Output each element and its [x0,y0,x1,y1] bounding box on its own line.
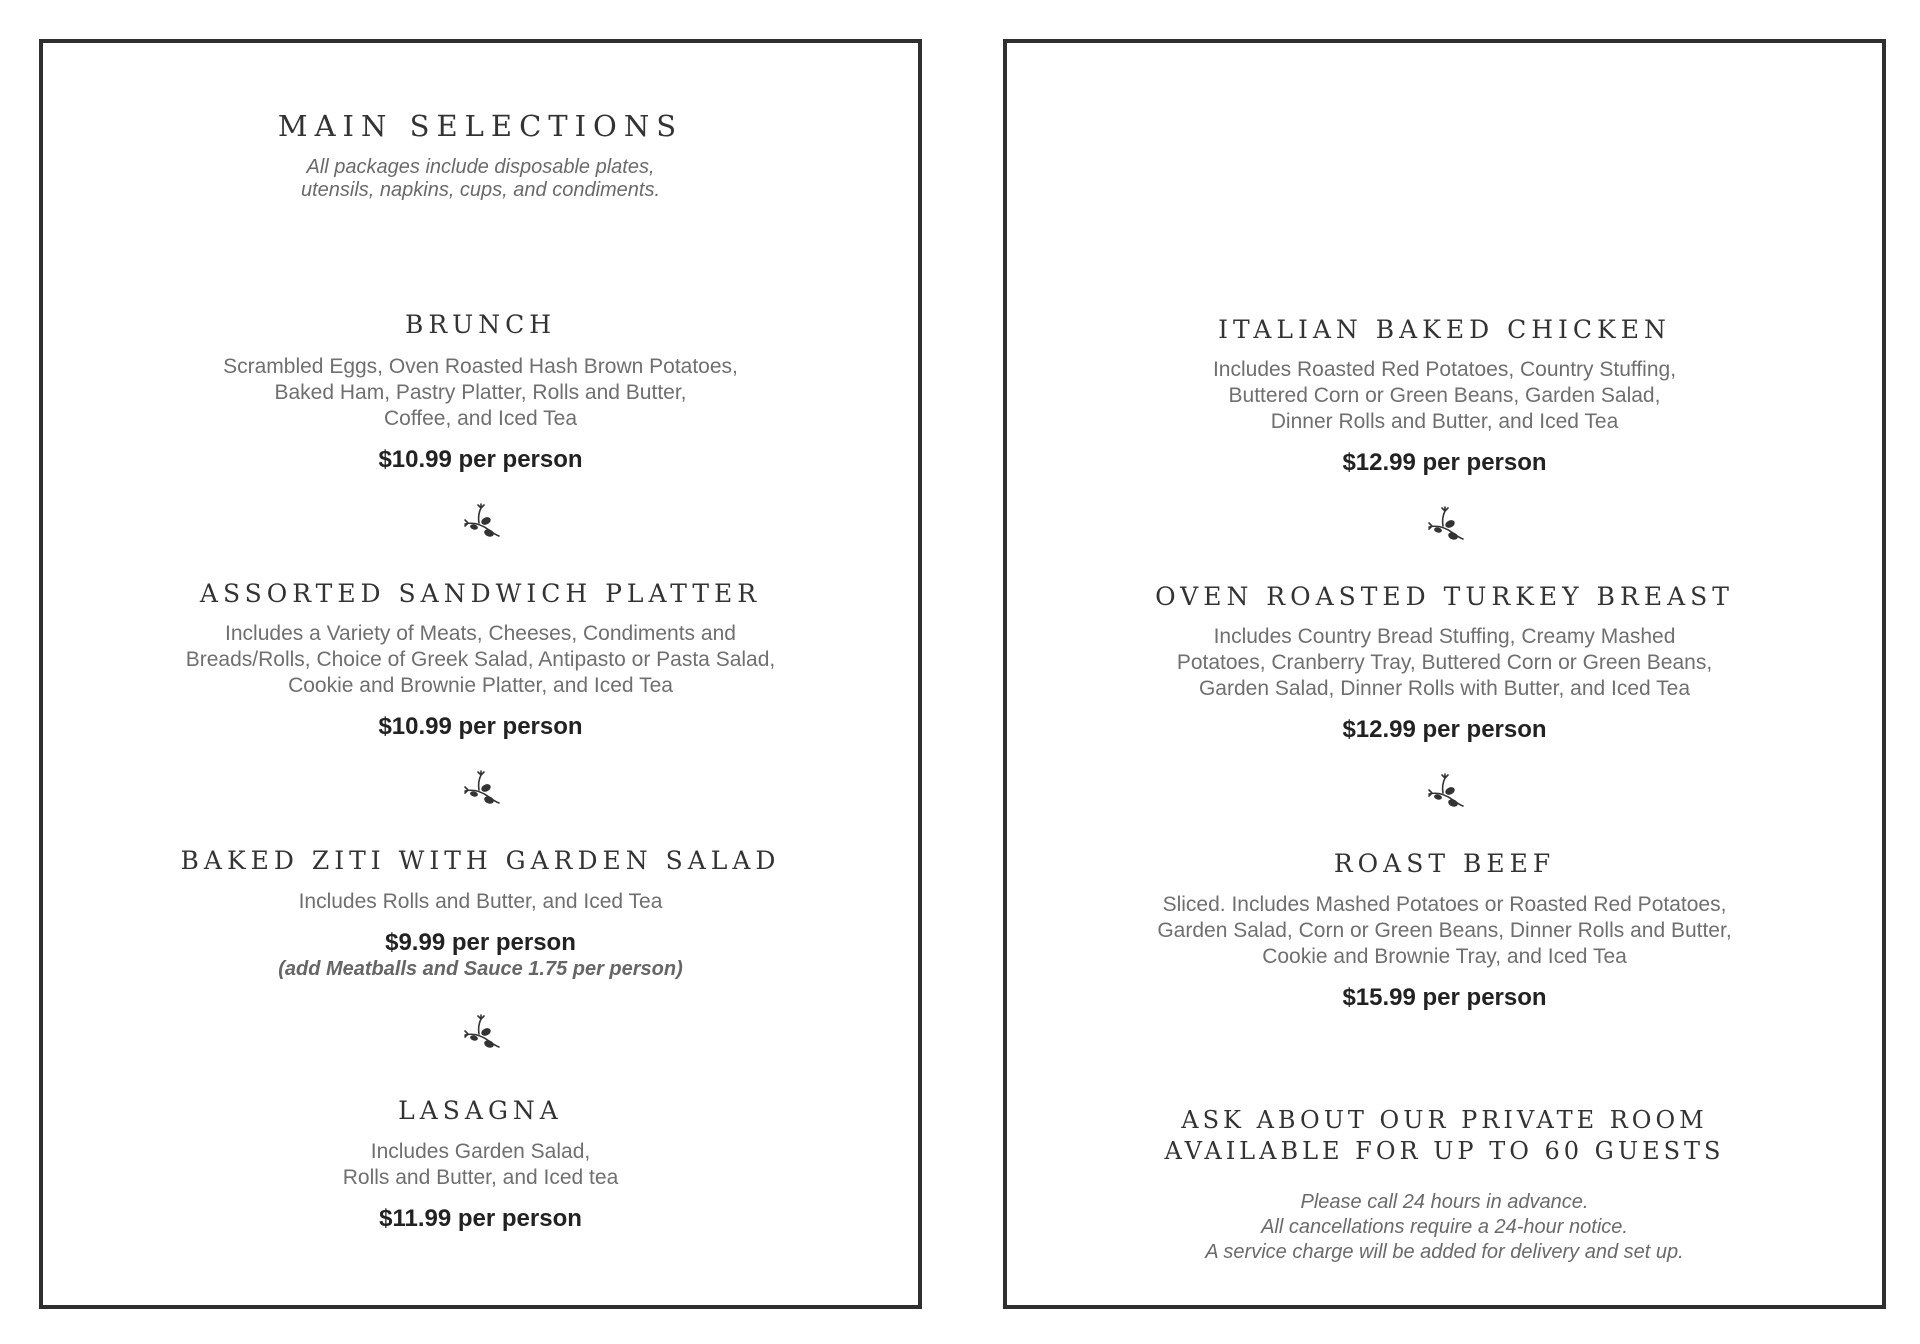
private-room-line: ASK ABOUT OUR PRIVATE ROOM [1181,1106,1708,1134]
item-price-turkey-breast: $12.99 per person [1342,716,1547,743]
policy-notes [1007,1190,1882,1265]
item-description-italian-baked-chicken [1007,357,1882,435]
floral-sprig-icon [1423,503,1467,547]
item-title-roast-beef: ROAST BEEF [1333,849,1556,878]
item-description-brunch [43,354,918,432]
item-price-lasagna: $11.99 per person [379,1205,582,1232]
item-price-roast-beef: $15.99 per person [1342,984,1547,1011]
item-title-lasagna: LASAGNA [398,1096,563,1125]
description-line: Baked Ham, Pastry Platter, Rolls and Butter, [274,381,687,404]
floral-sprig-icon [1423,770,1467,814]
item-price-brunch: $10.99 per person [378,446,583,473]
page-title: MAIN SELECTIONS [277,109,684,143]
description-line: Potatoes, Cranberry Tray, Buttered Corn or Green Beans, [1176,651,1713,674]
description-line: Buttered Corn or Green Beans, Garden Salad, [1228,384,1661,407]
menu-panel-left [39,39,922,1309]
description-line: Includes Garden Salad, [370,1140,591,1163]
description-line: Garden Salad, Dinner Rolls with Butter, and Iced Tea [1198,677,1691,700]
packages-note [43,156,918,202]
private-room-line: AVAILABLE FOR UP TO 60 GUESTS [1164,1137,1725,1165]
description-line: Cookie and Brownie Tray, and Iced Tea [1262,945,1627,968]
description-line: Includes a Variety of Meats, Cheeses, Condiments and [225,622,736,645]
item-description-sandwich-platter [43,621,918,699]
description-line: Cookie and Brownie Platter, and Iced Tea [288,674,673,697]
description-line: Coffee, and Iced Tea [383,407,578,430]
policy-line: Please call 24 hours in advance. [1300,1191,1589,1213]
description-line: Includes Rolls and Butter, and Iced Tea [298,890,663,913]
description-line: Rolls and Butter, and Iced tea [342,1166,619,1189]
description-line: Scrambled Eggs, Oven Roasted Hash Brown Potatoes, [223,355,738,378]
description-line: Includes Country Bread Stuffing, Creamy Mashed [1213,625,1676,648]
menu-panel-right [1003,39,1886,1309]
item-addon-note-baked-ziti: (add Meatballs and Sauce 1.75 per person) [278,958,683,980]
floral-sprig-icon [459,767,503,811]
description-line: Breads/Rolls, Choice of Greek Salad, Antipasto or Pasta Salad, [185,648,776,671]
private-room-heading [1007,1105,1882,1167]
item-title-italian-baked-chicken: ITALIAN BAKED CHICKEN [1218,315,1671,344]
policy-line: A service charge will be added for delivery and set up. [1205,1241,1684,1263]
item-price-sandwich-platter: $10.99 per person [378,713,583,740]
item-title-baked-ziti: BAKED ZITI WITH GARDEN SALAD [180,846,781,875]
item-title-turkey-breast: OVEN ROASTED TURKEY BREAST [1155,582,1734,611]
item-description-baked-ziti [43,889,918,915]
floral-sprig-icon [459,1011,503,1055]
item-title-brunch: BRUNCH [404,310,557,339]
item-price-baked-ziti: $9.99 per person [385,929,576,956]
packages-note-line: All packages include disposable plates, [306,156,655,178]
item-description-turkey-breast [1007,624,1882,702]
item-price-italian-baked-chicken: $12.99 per person [1342,449,1547,476]
description-line: Dinner Rolls and Butter, and Iced Tea [1270,410,1619,433]
description-line: Sliced. Includes Mashed Potatoes or Roasted Red Potatoes, [1162,893,1727,916]
item-title-sandwich-platter: ASSORTED SANDWICH PLATTER [199,579,762,608]
description-line: Includes Roasted Red Potatoes, Country Stuffing, [1212,358,1677,381]
floral-sprig-icon [459,500,503,544]
policy-line: All cancellations require a 24-hour notice. [1261,1216,1628,1238]
description-line: Garden Salad, Corn or Green Beans, Dinner Rolls and Butter, [1157,919,1732,942]
item-description-roast-beef [1007,892,1882,970]
packages-note-line: utensils, napkins, cups, and condiments. [300,179,661,201]
item-description-lasagna [43,1139,918,1191]
